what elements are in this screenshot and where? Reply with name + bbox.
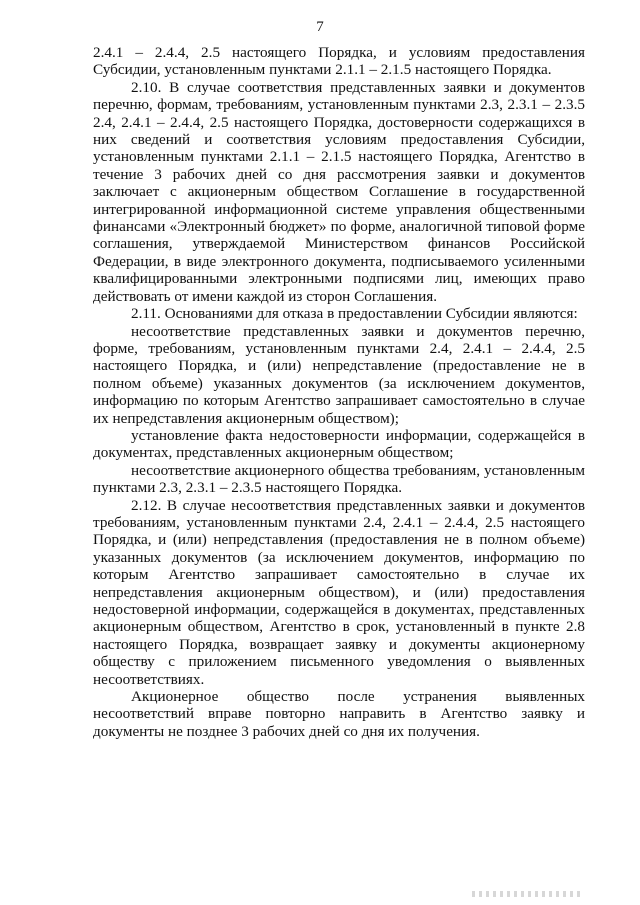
refusal-ground-documents: несоответствие представленных заявки и документов перечню, форме, требованиям, установленным пунктами 2.4, 2.4.1 – 2.4.4, 2.5 настоящего Порядка, и (или) непредставление (предоставление не в полном объеме) указанных документов (за исключением документов, информацию по которым Агентство запрашивает самостоятельно в случае их непредставления акционерным обществом); (93, 322, 585, 427)
paragraph-2-10: 2.10. В случае соответствия представленных заявки и документов перечню, формам, требованиям, установленным пунктами 2.3, 2.3.1 – 2.3.5 2.4, 2.4.1 – 2.4.4, 2.5 настоящего Порядка, достоверности содержащихся в них сведений и соответствия условиям предоставления Субсидии, установленным пунктами 2.1.1 – 2.1.5 настоящего Порядка, Агентство в течение 3 рабочих дней со дня рассмотрения заявки и документов заключает с акционерным обществом Соглашение в государственной интегрированной информационной системе управления общественными финансами «Электронный бюджет» по форме, аналогичной типовой форме соглашения, утверждаемой Министерством финансов Российской Федерации, в виде электронного документа, подписываемого усиленными квалифицированными электронными подписями лиц, имеющих право действовать от имени каждой из сторон Соглашения. (93, 78, 585, 305)
paragraph-resubmission: Акционерное общество после устранения выявленных несоответствий вправе повторно направить в Агентство заявку и документы не позднее 3 рабочих дней со дня их получения. (93, 688, 585, 740)
page-number: 7 (316, 19, 324, 35)
document-body (93, 44, 585, 740)
paragraph-continuation: 2.4.1 – 2.4.4, 2.5 настоящего Порядка, и условиям предоставления Субсидии, установленным пунктами 2.1.1 – 2.1.5 настоящего Порядка. (93, 44, 585, 79)
paragraph-2-11: 2.11. Основаниями для отказа в предоставлении Субсидии являются: (131, 305, 578, 323)
refusal-ground-requirements: несоответствие акционерного общества требованиям, установленным пунктами 2.3, 2.3.1 – 2.3.5 настоящего Порядка. (93, 461, 585, 497)
paragraph-2-12: 2.12. В случае несоответствия представленных заявки и документов требованиям, установленным пунктами 2.4, 2.4.1 – 2.4.4, 2.5 настоящего Порядка, и (или) непредставления (предоставления не в полном объеме) указанных документов (за исключением документов, информацию по которым Агентство запрашивает самостоятельно в случае их непредставления акционерным обществом), и (или) предоставления недостоверной информации, содержащейся в документах, представленных акционерным обществом, Агентство в срок, установленный в пункте 2.8 настоящего Порядка, возвращает заявку и документы акционерному обществу с приложением письменного уведомления о выявленных несоответствиях. (93, 496, 585, 688)
scan-artifact (472, 891, 584, 897)
refusal-ground-false-info: установление факта недостоверности информации, содержащейся в документах, представленных акционерным обществом; (93, 426, 585, 462)
